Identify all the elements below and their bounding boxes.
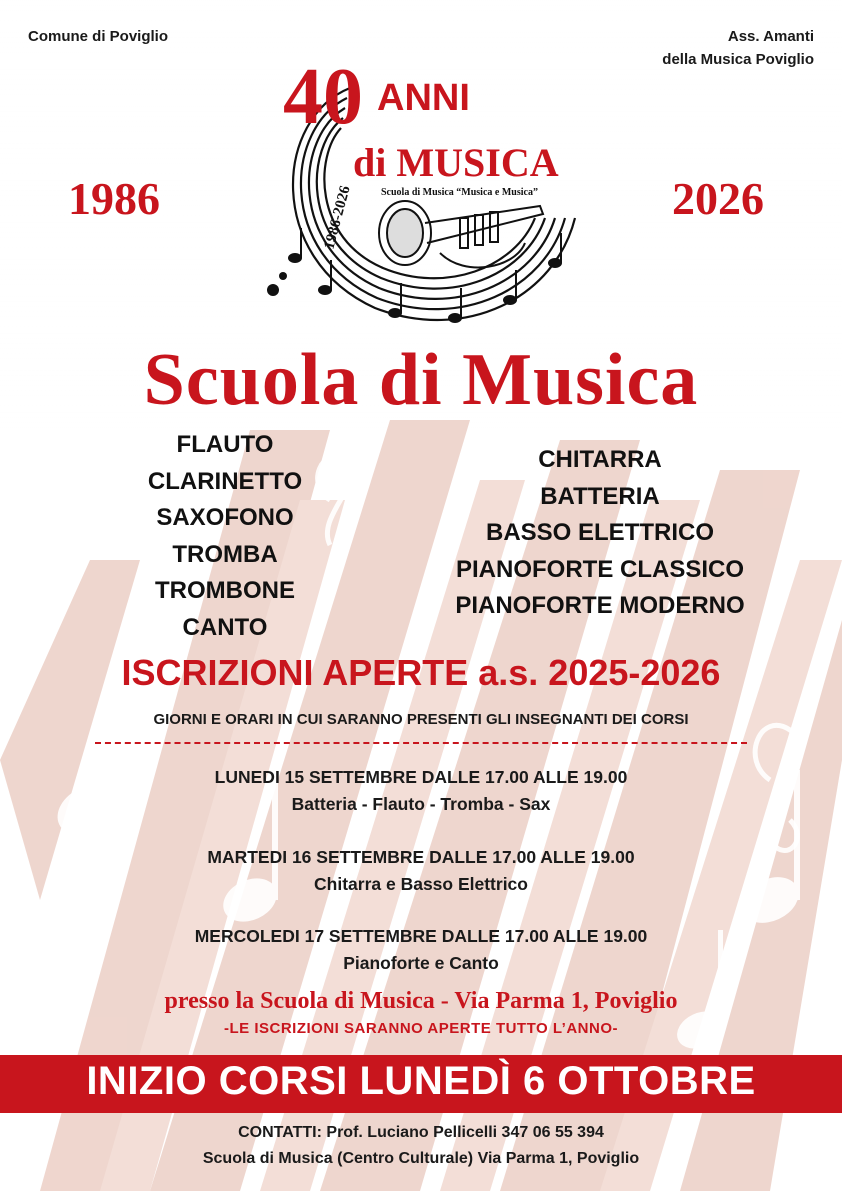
year-start: 1986 xyxy=(68,173,160,224)
instrument-item: TROMBA xyxy=(172,540,278,568)
instrument-item: SAXOFONO xyxy=(156,504,294,531)
contacts-line2: Scuola di Musica (Centro Culturale) Via Parma 1, Poviglio xyxy=(202,1150,640,1167)
instrument-item: PIANOFORTE MODERNO xyxy=(455,592,745,619)
organizer-right-line1: Ass. Amanti xyxy=(727,28,814,45)
instrument-item: BASSO ELETTRICO xyxy=(485,519,714,546)
year-end: 2026 xyxy=(672,173,764,224)
organizer-left: Comune di Poviglio xyxy=(28,28,169,45)
enrollment-heading: ISCRIZIONI APERTE a.s. 2025-2026 xyxy=(121,652,721,693)
instrument-item: CLARINETTO xyxy=(147,467,303,495)
logo-anni: ANNI xyxy=(377,77,470,119)
enrollment-note: -LE ISCRIZIONI SARANNO APERTE TUTTO L’ANNO- xyxy=(223,1020,618,1037)
instrument-item: BATTERIA xyxy=(540,482,660,510)
schedule-item xyxy=(0,764,842,818)
instruments-left-list xyxy=(120,427,330,646)
schedule-day: LUNEDI 15 SETTEMBRE DALLE 17.00 ALLE 19.00 xyxy=(214,767,628,787)
contacts-block xyxy=(0,1120,842,1172)
page-title: Scuola di Musica xyxy=(143,339,699,421)
contacts-line1: CONTATTI: Prof. Luciano Pellicelli 347 06 55 394 xyxy=(238,1124,604,1141)
schedule-courses: Batteria - Flauto - Tromba - Sax xyxy=(291,794,551,814)
logo-years: 1986-2026 xyxy=(321,184,354,252)
location-line: presso la Scuola di Musica - Via Parma 1, Poviglio xyxy=(164,988,678,1014)
instruments-right-list xyxy=(430,442,770,625)
schedule-day: MARTEDI 16 SETTEMBRE DALLE 17.00 ALLE 19.00 xyxy=(207,847,635,867)
instrument-item: CHITARRA xyxy=(538,446,662,473)
start-banner-text: INIZIO CORSI LUNEDÌ 6 OTTOBRE xyxy=(86,1059,756,1103)
organizer-right-line2: della Musica Poviglio xyxy=(662,51,814,68)
dashed-divider xyxy=(95,742,747,744)
instrument-item: PIANOFORTE CLASSICO xyxy=(455,555,744,583)
schedule-courses: Chitarra e Basso Elettrico xyxy=(314,874,528,894)
organizer-right xyxy=(662,25,814,71)
logo-school-name: Scuola di Musica “Musica e Musica” xyxy=(381,187,538,198)
instrument-item: TROMBONE xyxy=(155,577,295,604)
schedule-item xyxy=(0,923,842,977)
instrument-item: FLAUTO xyxy=(176,431,274,458)
schedule-item xyxy=(0,844,842,898)
logo-number: 40 xyxy=(283,53,363,141)
schedule-day: MERCOLEDI 17 SETTEMBRE DALLE 17.00 ALLE 19.00 xyxy=(194,926,648,946)
instrument-item: CANTO xyxy=(182,613,268,641)
schedule-subtitle: GIORNI E ORARI IN CUI SARANNO PRESENTI GLI INSEGNANTI DEI CORSI xyxy=(153,711,689,728)
schedule-courses: Pianoforte e Canto xyxy=(343,953,499,973)
anniversary-logo xyxy=(255,28,595,338)
logo-di-musica: di MUSICA xyxy=(353,140,559,185)
